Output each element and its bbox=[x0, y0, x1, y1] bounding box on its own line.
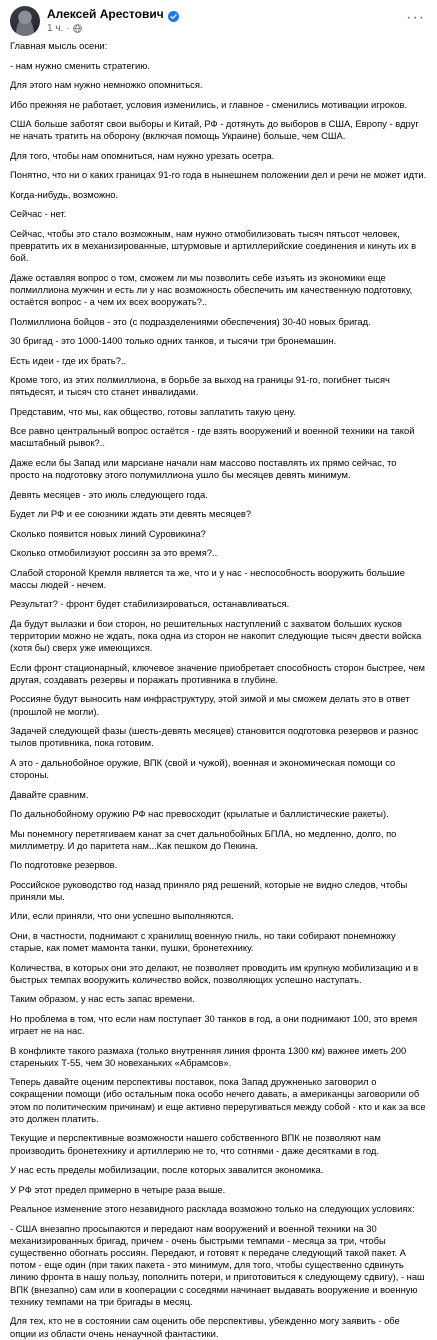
post-paragraph: Для тех, кто не в состоянии сам оценить обе перспективы, убежденно могу заявить - обе опции из области очень ненаучной фантастики. bbox=[10, 1315, 400, 1339]
post-time[interactable]: 1 ч. bbox=[47, 22, 64, 34]
post-paragraph: Понятно, что ни о каких границах 91-го года в нынешнем положении дел и речи не может идти. bbox=[10, 169, 427, 181]
post-paragraph: Все равно центральный вопрос остаётся - где взять вооружений и военной техники на такой масштабный рывок?.. bbox=[10, 425, 415, 449]
post-paragraph: Мы понемногу перетягиваем канат за счет дальнобойных БПЛА, но медленно, долго, по миллиметру. И до паритета нам...Как пешком до Пекина. bbox=[10, 827, 397, 851]
post-paragraph: Таким образом, у нас есть запас времени. bbox=[10, 993, 195, 1005]
post-paragraph: А это - дальнобойное оружие, ВПК (свой и чужой), военная и экономическая помощи со стороны. bbox=[10, 756, 396, 781]
post-paragraph: - нам нужно сменить стратегию. bbox=[10, 59, 150, 71]
globe-icon[interactable] bbox=[73, 24, 82, 33]
post-paragraph: Задачей следующей фазы (шесть-девять месяцев) становится подготовка резервов и разнос тылов противника, пока готовим. bbox=[10, 725, 419, 749]
separator-dot: · bbox=[66, 22, 70, 34]
post-paragraph: Но проблема в том, что если нам поступает 30 танков в год, а они поднимают 100, это время играет не на нас. bbox=[10, 1012, 418, 1037]
author-row bbox=[47, 8, 179, 22]
post-paragraph: Если фронт стационарный, ключевое значение приобретает способность сторон быстрее, чем другая, создавать резервы и поражать противника в глубине. bbox=[10, 661, 425, 685]
post-paragraph: Для того, чтобы нам опомниться, нам нужно урезать осетра. bbox=[10, 149, 275, 161]
post-paragraph: - США внезапно просыпаются и передают нам вооружений и военной техники на 30 механизированных бригад, причем - очень быстрыми темпами - месяца за три, чтобы существенно обогнать россиян. Передают, и готовят к передаче следующий такой пакет. А потом - еще один (при таких пакета - это минимум, для того, чтобы существенно сдвинуть линию фронта в нашу пользу, пополнить потери, и приготовиться к следующему сдвигу), - наш ВПК (внезапно) сам или в кооперации с соседями начинает выдавать вооружение и военную технику темпами на три бригады в месяц. bbox=[10, 1222, 425, 1307]
post-paragraph: По подготовке резервов. bbox=[10, 859, 118, 871]
author-avatar[interactable] bbox=[10, 6, 40, 36]
post-paragraph: Давайте сравним. bbox=[10, 788, 89, 800]
post-paragraph: Кроме того, из этих полмиллиона, в борьбе за выход на границы 91-го, погибнет тысяч пятьдесят, и тысяч сто станет инвалидами. bbox=[10, 374, 390, 398]
post-paragraph: Текущие и перспективные возможности нашего собственного ВПК не позволяют нам производить бронетехнику и артиллерию не то, что сотнями - даже десятками в год. bbox=[10, 1132, 381, 1156]
post-paragraph: Сколько отмобилизуют россиян за это время?.. bbox=[10, 547, 218, 559]
post-paragraph: Есть идеи - где их брать?.. bbox=[10, 354, 127, 366]
post-paragraph: Сейчас - нет. bbox=[10, 208, 67, 220]
post-paragraph: Для этого нам нужно немножко опомниться. bbox=[10, 79, 203, 90]
post-paragraph: Даже если бы Запад или марсиане начали нам массово поставлять их прямо сейчас, то просто на подготовку этого полумиллиона ушло бы месяцев девять минимум. bbox=[10, 456, 397, 481]
post-paragraph: Когда-нибудь, возможно. bbox=[10, 188, 119, 200]
post-paragraph: Будет ли РФ и ее союзники ждать эти девять месяцев? bbox=[10, 508, 252, 520]
post-paragraph: Полмиллиона бойцов - это (с подразделениями обеспечения) 30-40 новых бригад. bbox=[10, 315, 371, 327]
post-paragraph: У РФ этот предел примерно в четыре раза выше. bbox=[10, 1183, 226, 1195]
post-paragraph: Россияне будут выносить нам инфраструктуру, этой зимой и мы сможем делать это в ответ (прошлой не могли). bbox=[10, 693, 410, 717]
post-paragraph: Российское руководство год назад приняло ряд решений, которые не видно следов, чтобы приняли мы. bbox=[10, 878, 408, 902]
post-paragraph: Сейчас, чтобы это стало возможным, нам нужно отмобилизовать тысяч пятьсот человек, превратить их в механизированные, штурмовые и артиллерийские соединения и кинуть их в бой. bbox=[10, 227, 417, 264]
post-body bbox=[10, 40, 427, 1340]
post-paragraph: 30 бригад - это 1000-1400 только одних танков, и тысячи три бронемашин. bbox=[10, 335, 337, 347]
post-paragraph: Да будут вылазки и бои сторон, но решительных наступлений с захватом больших кусков территории можно не ждать, пока одна из сторон не накопит следующие тысяч двести войска (хотя бы) сверх уже имеющихся. bbox=[10, 617, 422, 654]
post-paragraph: Результат? - фронт будет стабилизироваться, останавливаться. bbox=[10, 598, 290, 610]
post-paragraph: Сколько появится новых линий Суровикина? bbox=[10, 527, 206, 539]
post-paragraph: У нас есть пределы мобилизации, после которых завалится экономика. bbox=[10, 1164, 324, 1176]
post-paragraph: Теперь давайте оценим перспективы поставок, пока Запад дружненько заговорил о сокращении помощи (ибо остальным пока особо нечего давать, а американцы заговорили об этом по политическим причинам) и еще активно переругиваться между собой - кто и как за все это должен платить. bbox=[10, 1076, 426, 1124]
post-paragraph: По дальнобойному оружию РФ нас превосходит (крылатые и баллистические ракеты). bbox=[10, 808, 389, 820]
post-paragraph: Ибо прежняя не работает, условия изменились, и главное - сменились мотивации игроков. bbox=[10, 98, 408, 110]
post-paragraph: Главная мысль осени: bbox=[10, 40, 108, 51]
post-paragraph: Они, в частности, поднимают с хранилищ военную гниль, но таки собирают понемножку старые, как помет мамонта танки, пушки, бронетехнику. bbox=[10, 929, 396, 954]
verified-badge-icon bbox=[168, 9, 179, 20]
post-paragraph: Или, если приняли, что они успешно выполняются. bbox=[10, 910, 234, 922]
more-options-icon[interactable]: ··· bbox=[406, 9, 425, 26]
post-paragraph: Реальное изменение этого незавидного расклада возможно только на следующих условиях: bbox=[10, 1203, 415, 1215]
post-meta bbox=[47, 8, 179, 34]
post-paragraph: США больше заботят свои выборы и Китай, РФ - дотянуть до выборов в США, Европу - вдруг не начать тратить на оборону (включая помощь Украине) больше, чем США. bbox=[10, 118, 419, 142]
post-paragraph: Представим, что мы, как общество, готовы заплатить такую цену. bbox=[10, 405, 296, 417]
post-paragraph: Даже оставляя вопрос о том, сможем ли мы позволить себе изъять из экономики еще полмиллиона мужчин и есть ли у нас возможность обеспечить им качественную подготовку, остаётся вопрос - а чем их всех вооружать?.. bbox=[10, 271, 413, 308]
post-paragraph: Количества, в которых они это делают, не позволяет проводить им крупную мобилизацию и в быстрых темпах вооружить количество войск, позволяющих успешно наступать. bbox=[10, 961, 419, 985]
post-header bbox=[10, 2, 427, 40]
author-name[interactable]: Алексей Арестович bbox=[47, 6, 164, 21]
post-paragraph: Девять месяцев - это июль следующего года. bbox=[10, 488, 208, 500]
post-paragraph: Слабой стороной Кремля является та же, что и у нас - неспособность вооружить большие массы людей - нечем. bbox=[10, 566, 405, 590]
post-subline bbox=[47, 23, 179, 35]
post-paragraph: В конфликте такого размаха (только внутренняя линия фронта 1300 км) важнее иметь 200 стареньких Т-55, чем 30 новеханьких «Абрамсов». bbox=[10, 1044, 407, 1068]
